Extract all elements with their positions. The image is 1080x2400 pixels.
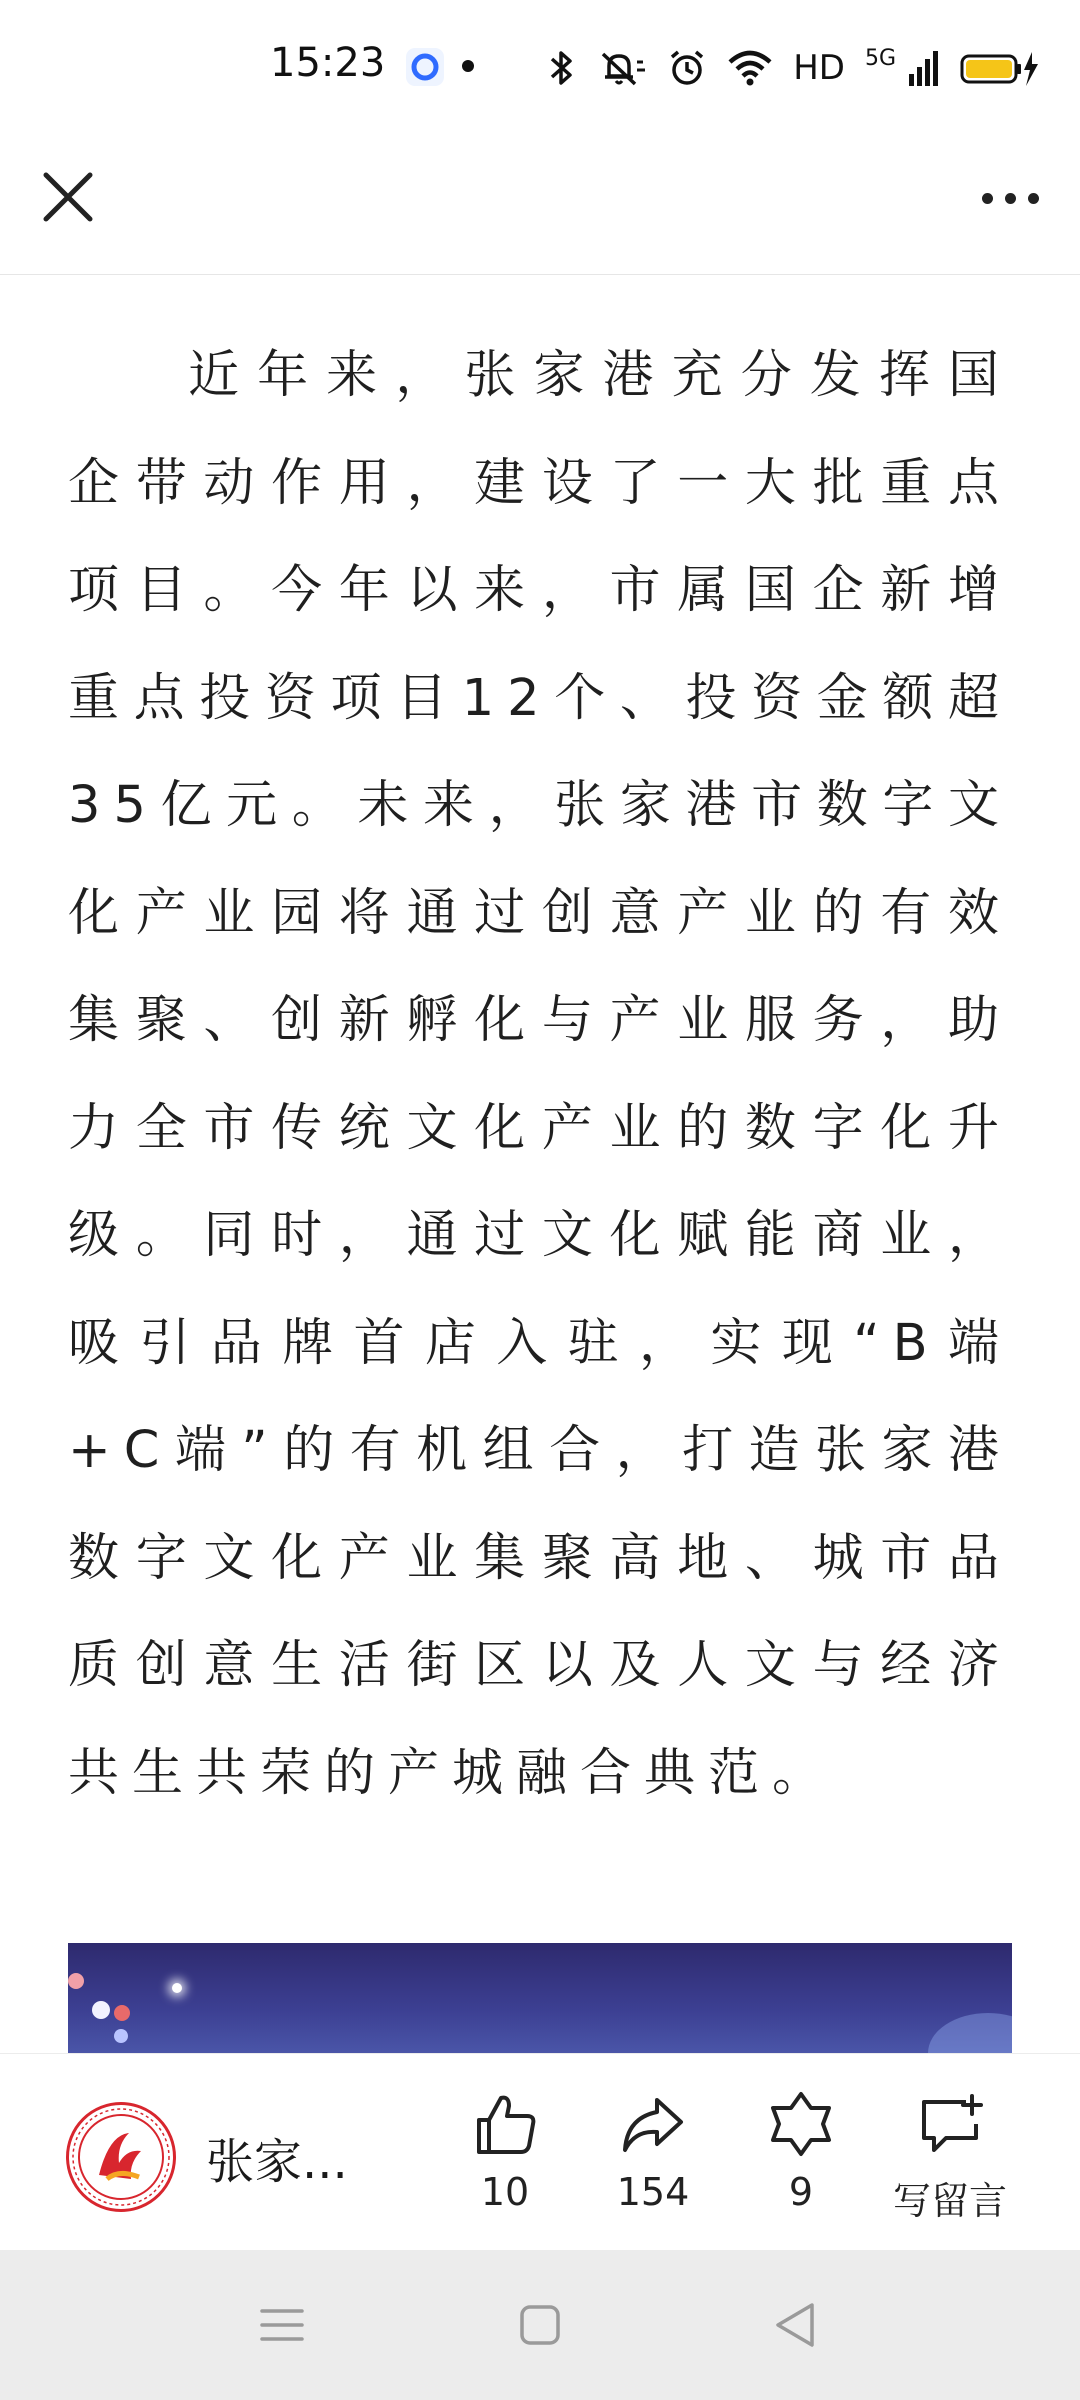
thumbs-up-icon [469,2088,541,2160]
wow-flower-icon [765,2088,837,2160]
app-notification-icon [406,48,444,86]
status-bar [0,0,1080,135]
status-time: 15:23 [270,40,386,86]
star-decoration [928,2013,1012,2053]
star-decoration [92,2001,110,2019]
bottom-action-bar [0,2053,1080,2250]
system-nav-bar [0,2250,1080,2400]
star-decoration [114,2029,128,2043]
signal-icon [908,48,940,88]
nav-menu-button[interactable] [254,2297,310,2353]
share-button[interactable] [588,2088,718,2214]
more-dot-icon [982,193,993,204]
article-body [68,322,1012,1827]
write-comment-button[interactable] [885,2088,1015,2225]
like-count: 10 [480,2170,530,2214]
write-comment-label: 写留言 [892,2179,1007,2223]
star-decoration [172,1983,182,1993]
more-dot-icon [1028,193,1039,204]
share-arrow-icon [617,2088,689,2160]
account-link[interactable] [66,2102,348,2212]
bluetooth-icon [549,48,575,88]
status-icons [549,40,1040,96]
close-icon [38,167,98,227]
nav-back-button[interactable] [768,2297,824,2353]
account-name: 张家... [206,2133,348,2190]
comment-plus-icon [914,2088,986,2160]
star-decoration [114,2005,130,2021]
top-bar [0,135,1080,275]
like-button[interactable] [440,2088,570,2214]
battery-icon [960,48,1040,88]
menu-icon [254,2297,310,2353]
close-button[interactable] [38,167,98,227]
star-decoration [68,1973,84,1989]
account-logo [66,2102,176,2212]
more-options-button[interactable] [970,173,1050,223]
notification-dot [462,60,474,72]
wifi-icon [727,48,773,88]
home-square-icon [512,2297,568,2353]
zhangjiagang-logo-icon [69,2105,173,2209]
more-dot-icon [1005,193,1016,204]
network-label: HD [793,48,845,88]
alarm-icon [667,48,707,88]
share-count: 154 [616,2170,690,2214]
network-type: 5G [864,45,896,71]
wow-count: 9 [788,2170,814,2214]
article-image[interactable] [68,1943,1012,2053]
wow-button[interactable] [736,2088,866,2214]
article-paragraph: 近年来，张家港充分发挥国企带动作用，建设了一大批重点项目。今年以来，市属国企新增重点投资项目12个、投资金额超35亿元。未来，张家港市数字文化产业园将通过创意产业的有效集聚、创新孵化与产业服务，助力全市传统文化产业的数字化升级。同时，通过文化赋能商业，吸引品牌首店入驻，实现“B端+C端”的有机组合，打造张家港数字文化产业集聚高地、城市品质创意生活街区以及人文与经济共生共荣的产城融合典范。 [68,346,1012,1803]
back-triangle-icon [768,2297,824,2353]
mute-icon [595,48,647,88]
nav-home-button[interactable] [512,2297,568,2353]
